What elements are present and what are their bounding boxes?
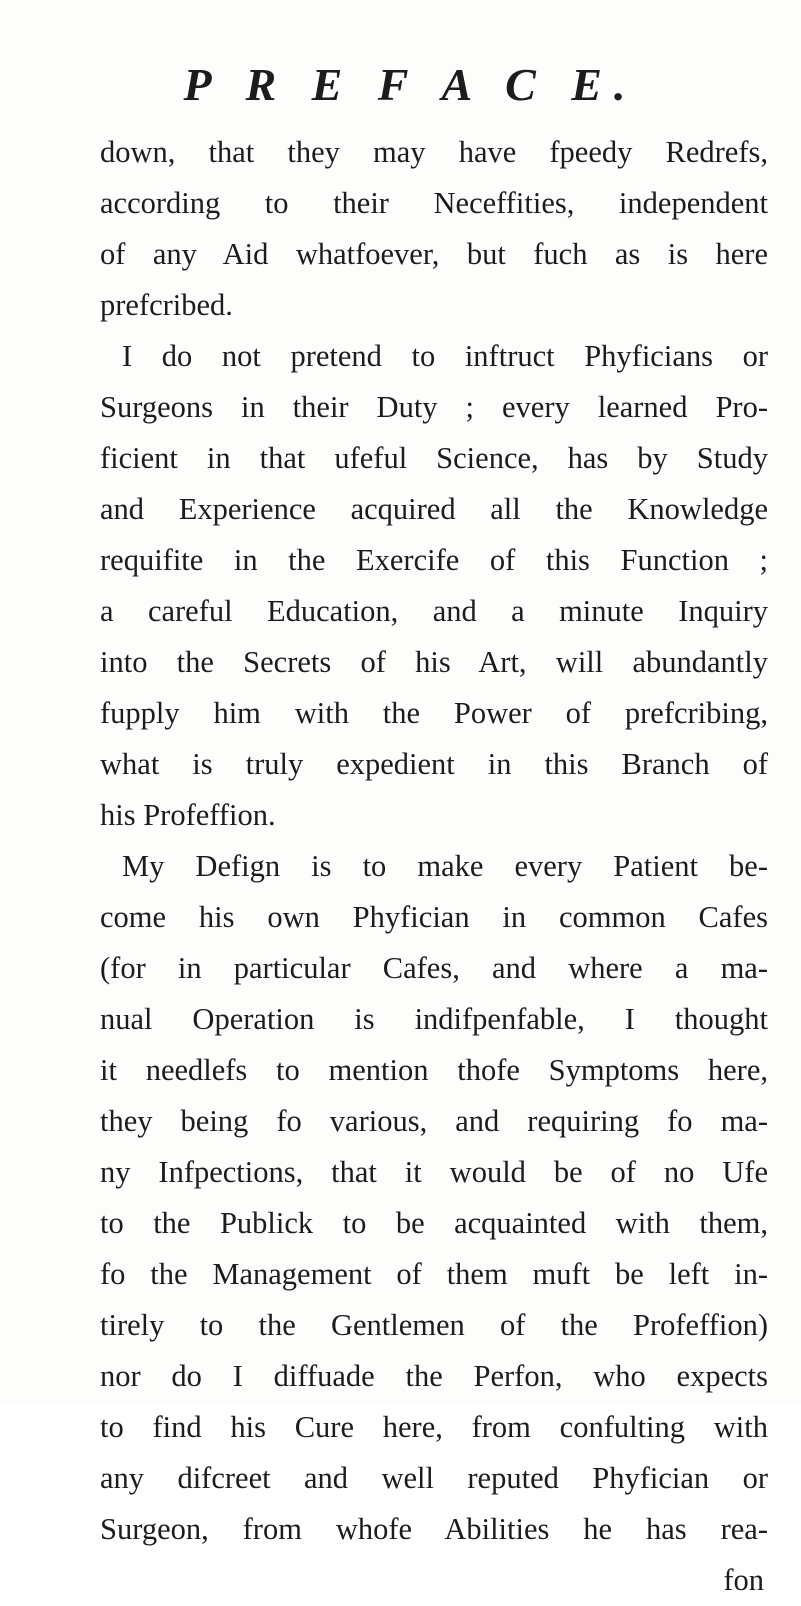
text-line: what is truly expedient in this Branch of (100, 747, 768, 781)
text-line: a careful Education, and a minute Inquiry (100, 594, 768, 628)
text-line: Surgeons in their Duty ; every learned Pro- (100, 390, 768, 424)
body-text (100, 127, 768, 1606)
text-line: ficient in that ufeful Science, has by Study (100, 441, 768, 475)
text-line: they being fo various, and requiring fo ma- (100, 1104, 768, 1138)
text-line: his Profeffion. (100, 798, 276, 832)
text-line: nor do I diffuade the Perfon, who expects (100, 1359, 768, 1393)
running-head: P R E F A C E. (183, 59, 638, 110)
text-line: fupply him with the Power of prefcribing, (100, 696, 768, 730)
text-line: down, that they may have fpeedy Redrefs, (100, 135, 768, 169)
text-line: ny Infpections, that it would be of no Ufe (100, 1155, 768, 1189)
text-line: of any Aid whatfoever, but fuch as is here (100, 237, 768, 271)
text-line: it needlefs to mention thofe Symptoms here, (100, 1053, 768, 1087)
text-line: any difcreet and well reputed Phyfician or (100, 1461, 768, 1495)
catchword: fon (723, 1563, 764, 1597)
text-line: requifite in the Exercife of this Function ; (100, 543, 768, 577)
text-line: to find his Cure here, from confulting with (100, 1410, 768, 1444)
text-line: and Experience acquired all the Knowledge (100, 492, 768, 526)
text-line: come his own Phyfician in common Cafes (100, 900, 768, 934)
text-line: My Defign is to make every Patient be- (122, 849, 768, 883)
text-line: to the Publick to be acquainted with them, (100, 1206, 768, 1240)
text-line: tirely to the Gentlemen of the Profeffion) (100, 1308, 768, 1342)
text-line: I do not pretend to inftruct Phyficians or (122, 339, 768, 373)
text-line: prefcribed. (100, 288, 233, 322)
text-line: Surgeon, from whofe Abilities he has rea- (100, 1512, 768, 1546)
text-line: fo the Management of them muft be left in- (100, 1257, 768, 1291)
text-line: according to their Neceffities, independent (100, 186, 768, 220)
text-line: into the Secrets of his Art, will abundantly (100, 645, 768, 679)
text-line: (for in particular Cafes, and where a ma- (100, 951, 768, 985)
text-line: nual Operation is indifpenfable, I thought (100, 1002, 768, 1036)
